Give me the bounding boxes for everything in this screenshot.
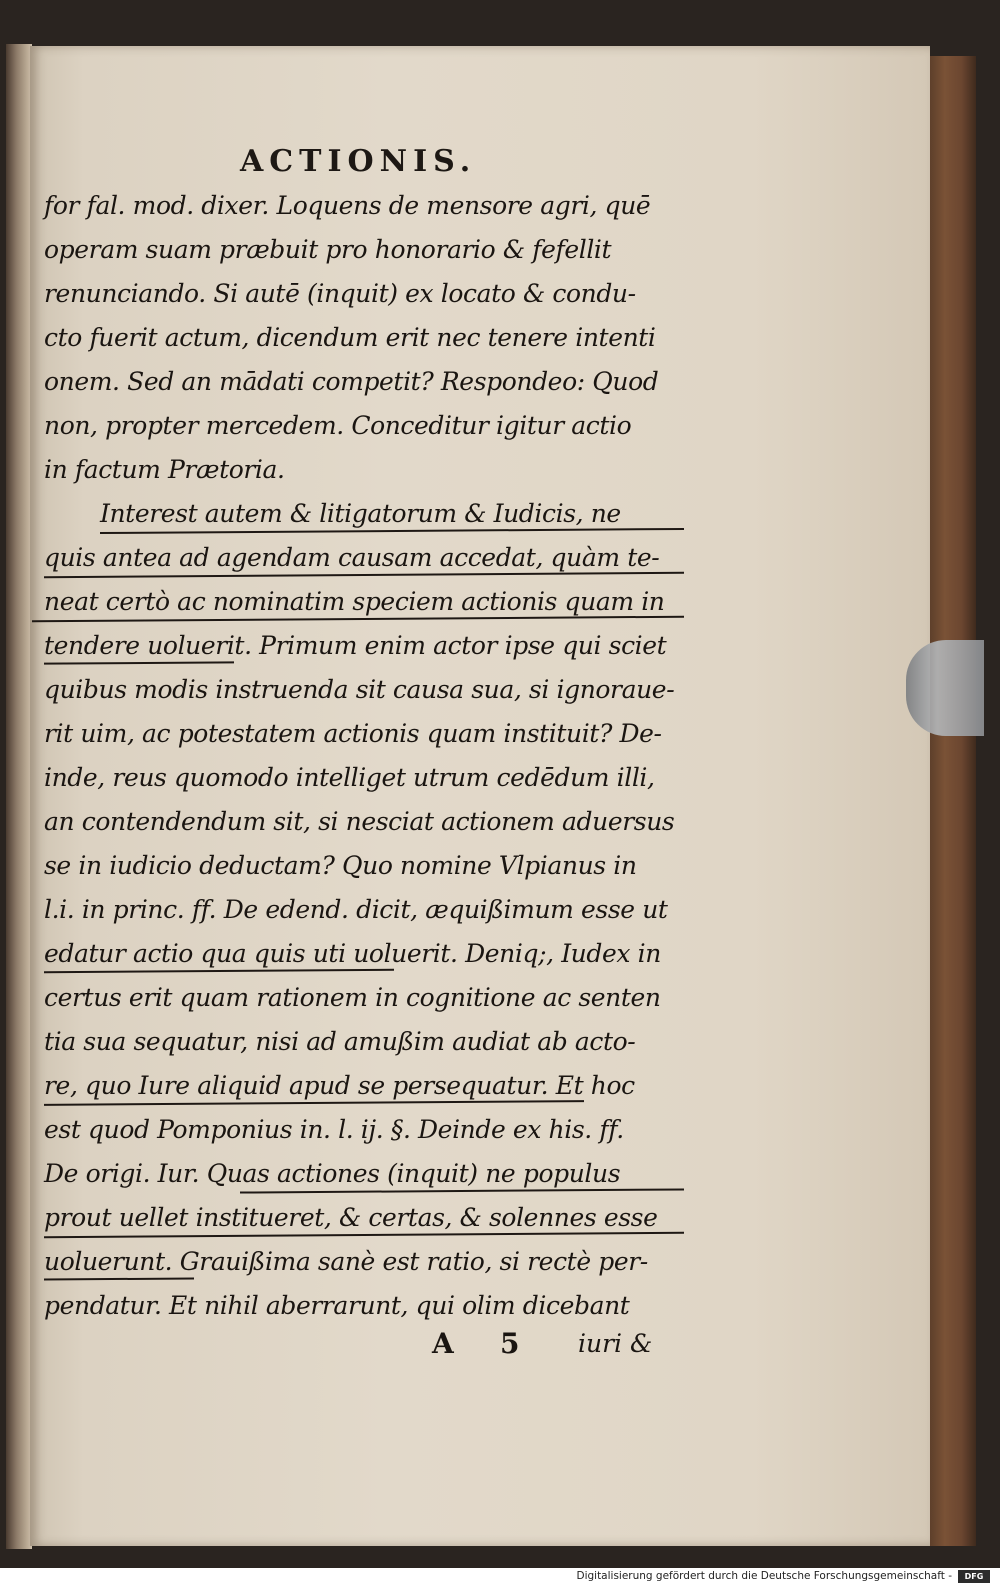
book-spine-edge — [6, 44, 32, 1549]
text-line: est quod Pomponius in. l. ij. §. Deinde ex his. ff. — [44, 1115, 624, 1144]
text-line: pendatur. Et nihil aberrarunt, qui olim dicebant — [44, 1291, 630, 1320]
text-line: edatur actio qua quis uti uoluerit. Deniq;, Iudex in — [44, 939, 661, 968]
text-line: quibus modis instruenda sit causa sua, si ignoraue- — [44, 675, 675, 704]
dfg-logo: DFG — [958, 1570, 990, 1583]
text-line: certus erit quam rationem in cognitione ac senten — [44, 983, 661, 1012]
quire-number: 5 — [500, 1327, 520, 1360]
text-line: cto fuerit actum, dicendum erit nec tenere intenti — [44, 323, 656, 352]
credit-text: Digitalisierung gefördert durch die Deutsche Forschungsgemeinschaft - — [576, 1570, 952, 1582]
signature-mark: A — [432, 1327, 454, 1360]
text-line: re, quo Iure aliquid apud se persequatur. Et hoc — [44, 1071, 635, 1100]
text-line: prout uellet institueret, & certas, & solennes esse — [44, 1203, 658, 1232]
text-line: quis antea ad agendam causam accedat, quàm te- — [44, 543, 660, 572]
text-line: inde, reus quomodo intelliget utrum cedēdum illi, — [44, 763, 655, 792]
text-line: De origi. Iur. Quas actiones (inquit) ne populus — [44, 1159, 621, 1188]
text-line: onem. Sed an mādati competit? Respondeo: Quod — [44, 367, 659, 396]
text-line: operam suam præbuit pro honorario & fefellit — [44, 235, 612, 264]
text-line: Interest autem & litigatorum & Iudicis, ne — [100, 499, 621, 528]
text-line: se in iudicio deductam? Quo nomine Vlpianus in — [44, 851, 637, 880]
text-line: in factum Prætoria. — [44, 455, 285, 484]
catchword: iuri & — [578, 1329, 653, 1358]
book-cover-edge — [928, 56, 976, 1546]
text-line: uoluerunt. Grauißima sanè est ratio, si rectè per- — [44, 1247, 648, 1276]
text-line: rit uim, ac potestatem actionis quam instituit? De- — [44, 719, 662, 748]
text-line: l.i. in princ. ff. De edend. dicit, æquißimum esse ut — [44, 895, 668, 924]
text-line: tendere uoluerit. Primum enim actor ipse qui sciet — [44, 631, 667, 660]
text-line: non, propter mercedem. Conceditur igitur actio — [44, 411, 632, 440]
text-line: tia sua sequatur, nisi ad amußim audiat ab acto- — [44, 1027, 636, 1056]
text-line: an contendendum sit, si nesciat actionem aduersus — [44, 807, 675, 836]
page-clip — [906, 640, 984, 736]
credit-bar — [0, 1568, 1000, 1585]
text-line: renunciando. Si autē (inquit) ex locato & condu- — [44, 279, 636, 308]
text-line: neat certò ac nominatim speciem actionis quam in — [44, 587, 665, 616]
running-head: ACTIONIS. — [240, 144, 477, 179]
text-line: for fal. mod. dixer. Loquens de mensore agri, quē — [44, 191, 651, 220]
